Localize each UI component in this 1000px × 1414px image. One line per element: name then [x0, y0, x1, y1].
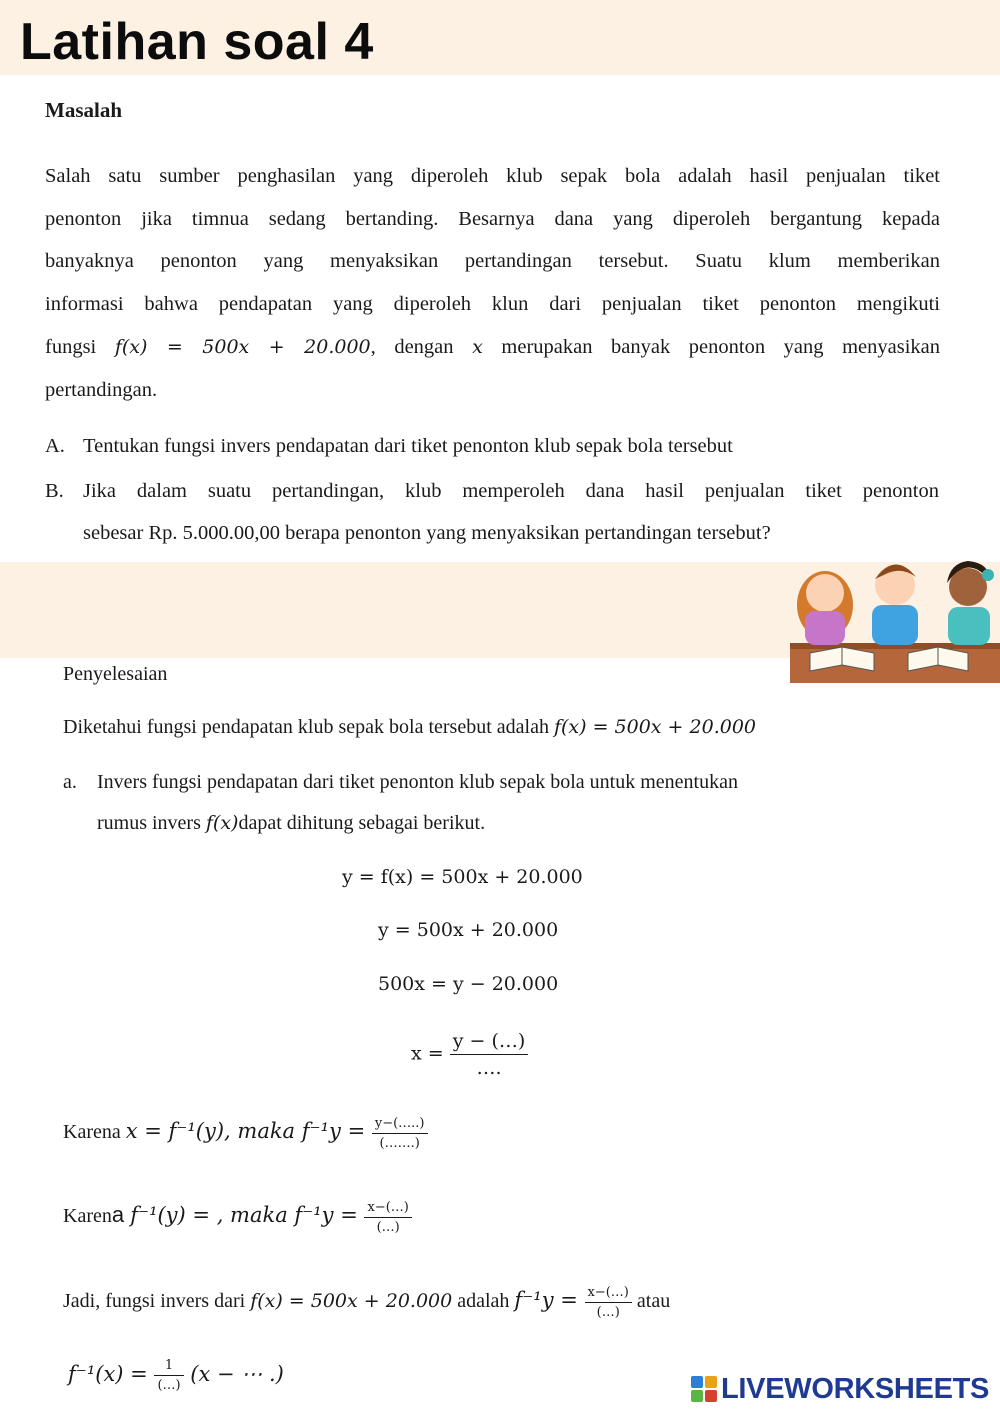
inverse-function-symbol: f(x)	[205, 812, 239, 834]
equation-lhs: x =	[411, 1042, 450, 1065]
inverse-expression: f⁻¹(x) =	[68, 1362, 155, 1386]
function-formula: f(x) = 500x + 20.000	[114, 335, 371, 358]
solution-text: Karena	[63, 1121, 126, 1144]
function-formula: f(x) = 500x + 20.000	[250, 1290, 453, 1313]
known-formula: f(x) = 500x + 20.000	[553, 716, 757, 738]
denominator-blank[interactable]: (…)	[376, 1220, 400, 1235]
conclusion-line	[63, 1285, 670, 1320]
numerator-blank[interactable]: x−(…)	[364, 1200, 411, 1218]
part-a-line1: Invers fungsi pendapatan dari tiket penonton klub sepak bola untuk menentukan	[97, 771, 738, 793]
fraction-blank[interactable]	[364, 1200, 411, 1235]
question-text: Tentukan fungsi invers pendapatan dari tiket penonton klub sepak bola tersebut	[83, 435, 733, 457]
part-a-line2	[97, 812, 485, 835]
problem-line-formula	[45, 326, 940, 369]
question-label: A.	[45, 435, 65, 457]
solution-text: atau	[631, 1290, 671, 1313]
numerator-blank[interactable]: y − (…)	[450, 1030, 529, 1055]
liveworksheets-logo	[690, 1372, 989, 1406]
solution-heading: Penyelesaian	[63, 663, 168, 685]
question-text: Jika dalam suatu pertandingan, klub memperoleh dana hasil penjualan tiket penonton	[83, 480, 939, 502]
solution-text: adalah	[452, 1290, 515, 1313]
solution-text: dapat dihitung sebagai berikut.	[238, 812, 486, 834]
logo-grid-icon	[690, 1375, 718, 1403]
part-a-label: a.	[63, 771, 77, 793]
solution-text: Diketahui fungsi pendapatan klub sepak bola tersebut adalah	[63, 716, 554, 738]
numerator-blank[interactable]: y−(…..)	[372, 1116, 428, 1134]
children-reading-illustration	[790, 545, 1000, 683]
problem-heading: Masalah	[45, 98, 123, 122]
problem-text: fungsi	[45, 335, 115, 358]
question-label: B.	[45, 480, 64, 502]
problem-text: merupakan banyak penonton yang menyasikan	[482, 335, 940, 358]
variable-x: x	[472, 335, 483, 358]
final-expression-blank[interactable]: (x − ⋯ .)	[190, 1362, 284, 1386]
problem-line: Salah satu sumber penghasilan yang diperoleh klub sepak bola adalah hasil penjualan tiket	[45, 165, 940, 187]
step-equation-3: 500x = y − 20.000	[378, 973, 559, 995]
fraction-blank[interactable]	[585, 1285, 632, 1320]
solution-text: Jadi, fungsi invers dari	[63, 1290, 251, 1313]
fraction-blank[interactable]	[372, 1116, 428, 1151]
denominator-blank[interactable]: (…)	[596, 1305, 620, 1320]
final-inverse-equation	[68, 1358, 284, 1393]
numerator: 1	[154, 1358, 183, 1376]
fraction-blank[interactable]	[154, 1358, 183, 1393]
problem-paragraph	[45, 155, 940, 411]
solution-text: Karen	[63, 1205, 112, 1228]
solution-text: rumus invers	[97, 812, 206, 834]
question-text: sebesar Rp. 5.000.00,00 berapa penonton yang menyaksikan pertandingan tersebut?	[83, 522, 771, 544]
denominator-blank[interactable]: (…….)	[379, 1136, 420, 1151]
problem-line: informasi bahwa pendapatan yang diperoleh klun dari penjualan tiket penonton mengikuti	[45, 293, 940, 316]
step-equation-2: y = 500x + 20.000	[378, 919, 559, 941]
problem-line: banyaknya penonton yang menyaksikan pertandingan tersebut. Suatu klum memberikan	[45, 250, 940, 273]
denominator-blank[interactable]: (…)	[157, 1378, 181, 1393]
denominator-blank[interactable]: ….	[476, 1057, 502, 1079]
problem-line: pertandingan.	[45, 378, 158, 401]
inverse-expression: x = f⁻¹(y), maka f⁻¹y =	[125, 1119, 372, 1144]
numerator-blank[interactable]: x−(…)	[585, 1285, 632, 1303]
inverse-expression: f⁻¹(y) = , maka f⁻¹y =	[130, 1203, 365, 1228]
problem-text: , dengan	[370, 335, 473, 358]
page-title: Latihan soal 4	[20, 13, 374, 71]
karena-line-2	[63, 1200, 412, 1235]
fraction-blank[interactable]	[450, 1030, 529, 1079]
problem-line: penonton jika timnua sedang bertanding. Besarnya dana yang diperoleh bergantung kepada	[45, 207, 940, 230]
inverse-expression: f⁻¹y =	[514, 1288, 585, 1313]
step-equation-1: y = f(x) = 500x + 20.000	[342, 866, 583, 888]
known-function-line	[63, 716, 756, 739]
karena-line-1	[63, 1116, 428, 1151]
step-equation-4	[411, 1030, 528, 1079]
solution-text: a	[111, 1202, 131, 1228]
logo-text: LIVEWORKSHEETS	[721, 1372, 990, 1405]
